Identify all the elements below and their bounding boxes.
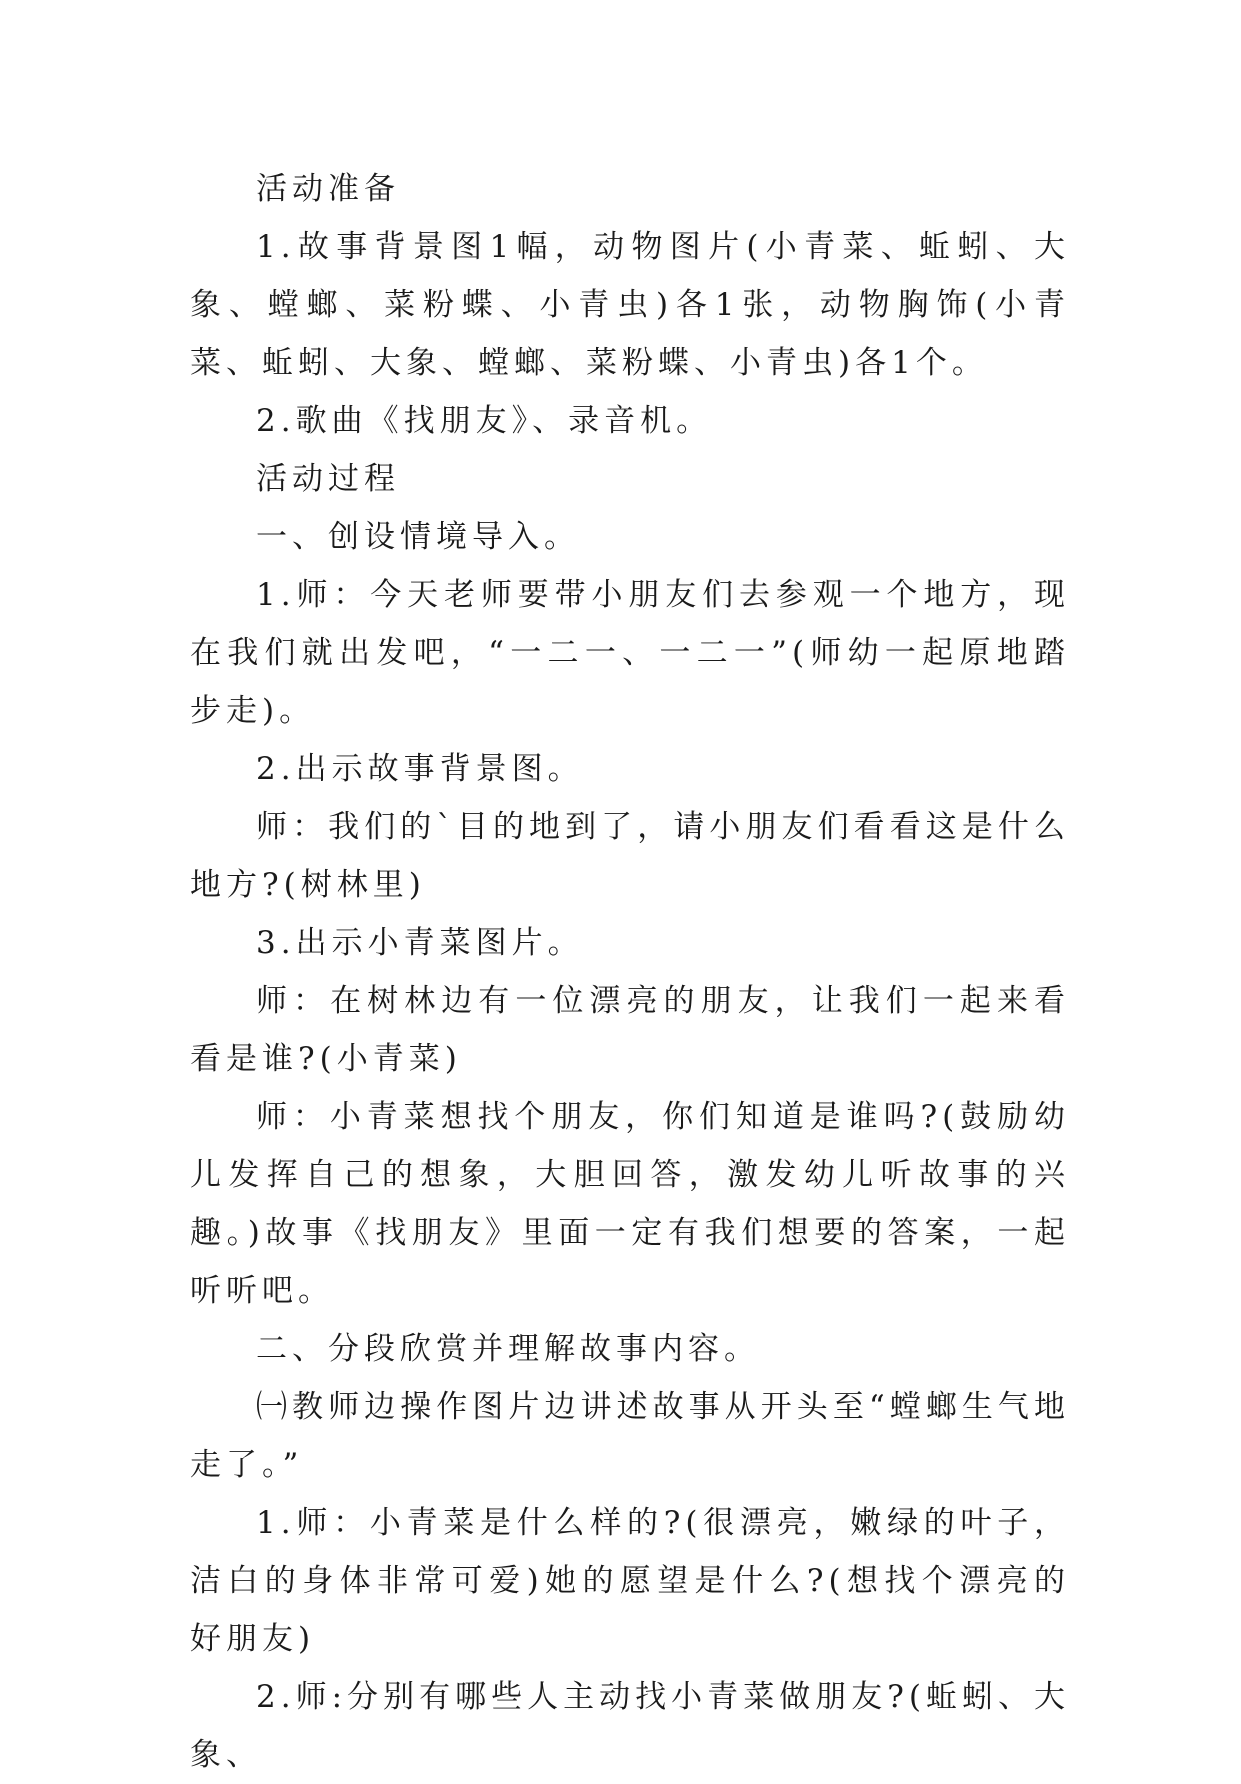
- paragraph-materials-1: 1.故事背景图1幅，动物图片(小青菜、蚯蚓、大象、螳螂、菜粉蝶、小青虫)各1张，动物胸饰(小青菜、蚯蚓、大象、螳螂、菜粉蝶、小青虫)各1个。: [190, 229, 1070, 381]
- paragraph-materials-2: 2.歌曲《找朋友》、录音机。: [256, 403, 713, 439]
- paragraph-teacher-line-2: 师：在树林边有一位漂亮的朋友，让我们一起来看看是谁?(小青菜): [190, 983, 1070, 1077]
- section-heading-preparation: 活动准备: [256, 171, 400, 207]
- paragraph-teacher-line-1: 师：我们的`目的地到了，请小朋友们看看这是什么地方?(树林里): [190, 809, 1070, 903]
- section-heading-process: 活动过程: [256, 461, 400, 497]
- paragraph-step-2: 二、分段欣赏并理解故事内容。: [256, 1331, 760, 1367]
- paragraph-step-1-2: 2.出示故事背景图。: [256, 751, 584, 787]
- paragraph-teacher-line-3: 师：小青菜想找个朋友，你们知道是谁吗?(鼓励幼儿发挥自己的想象，大胆回答，激发幼儿听故事的兴趣。)故事《找朋友》里面一定有我们想要的答案，一起听听吧。: [190, 1099, 1070, 1309]
- paragraph-step-1-1: 1.师：今天老师要带小朋友们去参观一个地方，现在我们就出发吧，“一二一、一二一”(师幼一起原地踏步走)。: [190, 577, 1070, 729]
- paragraph-step-2-1: 1.师：小青菜是什么样的?(很漂亮，嫩绿的叶子，洁白的身体非常可爱)她的愿望是什么?(想找个漂亮的好朋友): [190, 1505, 1070, 1657]
- document-page: [190, 160, 1070, 1784]
- paragraph-step-2-sub: ㈠教师边操作图片边讲述故事从开头至“螳螂生气地走了。”: [190, 1389, 1070, 1483]
- paragraph-step-1: 一、创设情境导入。: [256, 519, 580, 555]
- paragraph-step-2-2: 2.师:分别有哪些人主动找小青菜做朋友?(蚯蚓、大象、: [190, 1679, 1070, 1773]
- paragraph-step-1-3: 3.出示小青菜图片。: [256, 925, 584, 961]
